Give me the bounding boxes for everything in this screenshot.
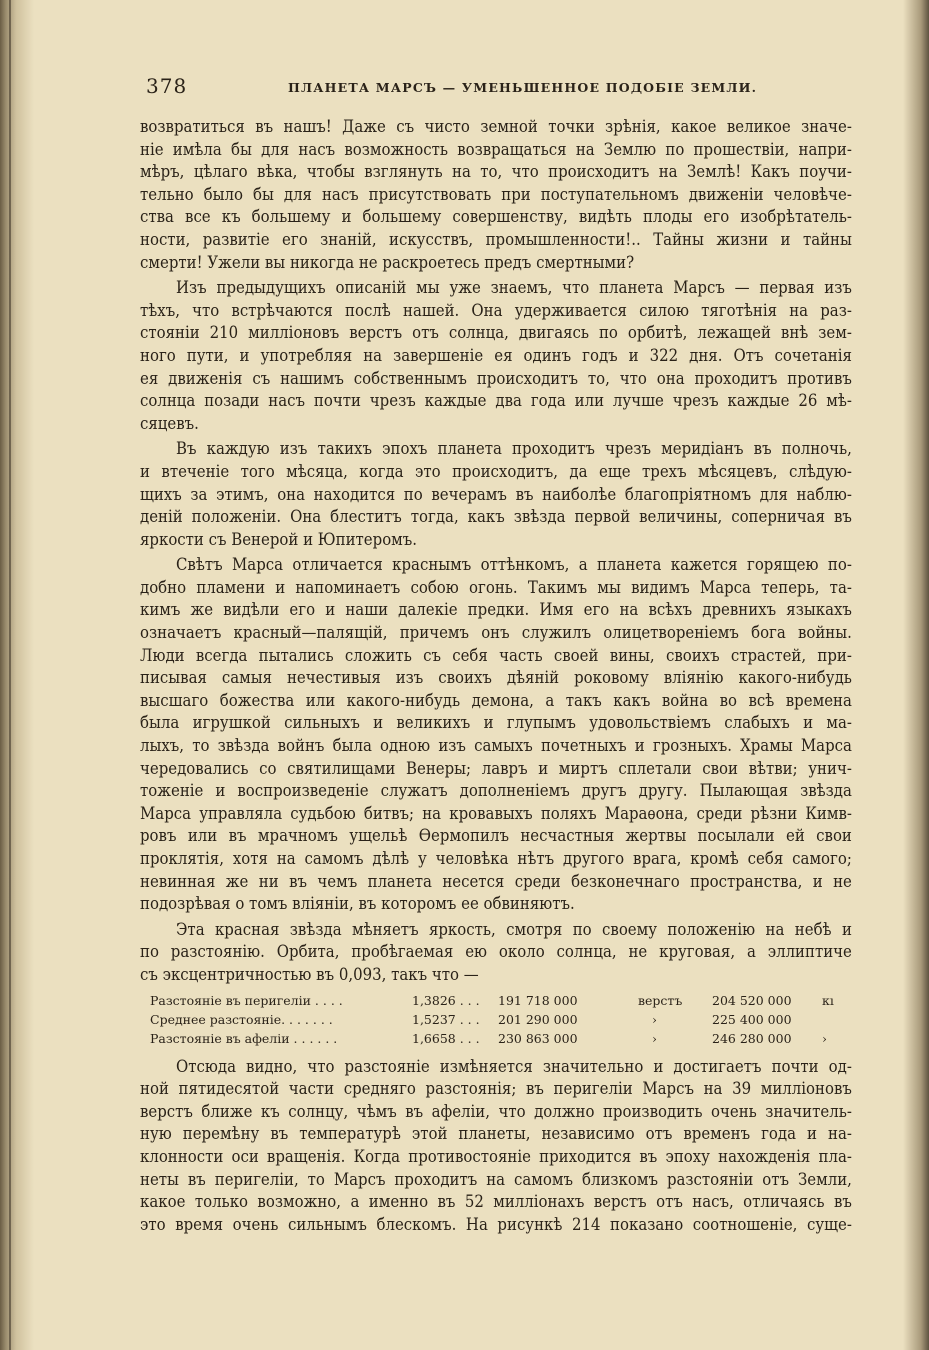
table-row xyxy=(150,1029,850,1048)
text-line: невинная же ни въ чемъ планета несется среди безконечнаго пространства, и не xyxy=(140,871,852,891)
row-tail: › xyxy=(822,1030,827,1046)
text-line: чередовались со святилищами Венеры; лавръ и миртъ сплетали свои вѣтви; унич- xyxy=(140,758,852,778)
paragraph-2 xyxy=(140,277,852,435)
page-number: 378 xyxy=(146,74,188,98)
text-line: по разстоянію. Орбита, пробѣгаемая ею около солнца, не круговая, а эллиптиче xyxy=(140,942,852,962)
row-label: Среднее разстояніе. . . . . . . xyxy=(150,1011,333,1027)
row-unit: › xyxy=(652,1030,657,1046)
text-line: кимъ же видѣли его и наши далекіе предки. Имя его на всѣхъ древнихъ языкахъ xyxy=(140,600,852,620)
text-line: тѣхъ, что встрѣчаются послѣ нашей. Она удерживается силою тяготѣнія на раз- xyxy=(140,300,852,320)
text-line: мѣръ, цѣлаго вѣка, чтобы взглянуть на то, что происходитъ на Землѣ! Какъ поучи- xyxy=(140,162,852,182)
paragraph-3 xyxy=(140,438,852,551)
text-line: верстъ ближе къ солнцу, чѣмъ въ афеліи, что должно производить очень значитель- xyxy=(140,1101,852,1121)
scan-edge-right xyxy=(903,0,929,1350)
text-line: солнца позади насъ почти чрезъ каждые два года или лучше чрезъ каждые 26 мѣ- xyxy=(140,391,852,411)
text-line: тельно было бы для насъ присутствовать при поступательномъ движеніи человѣче- xyxy=(140,184,852,204)
row-value-2: 225 400 000 xyxy=(712,1011,792,1027)
text-line: ную перемѣну въ температурѣ этой планеты, независимо отъ временъ года и на- xyxy=(140,1124,852,1144)
text-line: ности, развитіе его знаній, искусствъ, промышленности!.. Тайны жизни и тайны xyxy=(140,229,852,249)
page-header xyxy=(140,70,852,104)
book-page xyxy=(140,70,852,1236)
row-tail xyxy=(822,1010,842,1029)
text-line: ного пути, и употребляя на завершеніе ея одинъ годъ и 322 дня. Отъ сочетанія xyxy=(140,345,852,365)
text-line: это время очень сильнымъ блескомъ. На рисункѣ 214 показано соотношеніе, суще- xyxy=(140,1214,852,1234)
table-row xyxy=(150,991,850,1010)
text-line: подозрѣвая о томъ вліяніи, въ которомъ ее обвиняютъ. xyxy=(140,894,575,914)
text-line: возвратиться въ нашъ! Даже съ чисто земной точки зрѣнія, какое великое значе- xyxy=(140,117,852,136)
text-line: смерти! Ужели вы никогда не раскроетесь предъ смертными? xyxy=(140,252,635,272)
row-value: 201 290 000 xyxy=(498,1011,578,1027)
text-line: означаетъ красный—палящій, причемъ онъ служилъ олицетвореніемъ бога войны. xyxy=(140,623,852,643)
body-text xyxy=(140,116,852,987)
row-ratio: 1,5237 . . . xyxy=(412,1011,480,1027)
text-line: Въ каждую изъ такихъ эпохъ планета проходитъ чрезъ меридіанъ въ полночь, xyxy=(176,439,852,459)
text-line: Отсюда видно, что разстояніе измѣняется значительно и достигаетъ почти од- xyxy=(176,1056,852,1076)
row-ratio: 1,6658 . . . xyxy=(412,1030,480,1046)
text-line: ніе имѣла бы для насъ возможность возвращаться на Землю по прошествіи, напри- xyxy=(140,139,852,159)
row-value-2: 204 520 000 xyxy=(712,992,792,1008)
text-line: Изъ предыдущихъ описаній мы уже знаемъ, что планета Марсъ — первая изъ xyxy=(176,278,852,298)
paragraph-6 xyxy=(140,1056,852,1237)
text-line: деній положеніи. Она блеститъ тогда, какъ звѣзда первой величины, соперничая въ xyxy=(140,507,852,527)
text-line: стояніи 210 милліоновъ верстъ отъ солнца, двигаясь по орбитѣ, лежащей внѣ зем- xyxy=(140,323,852,343)
text-line: яркости съ Венерой и Юпитеромъ. xyxy=(140,529,418,549)
text-line: ровъ или въ мрачномъ ущельѣ Ѳермопилъ несчастныя жертвы посылали ей свои xyxy=(140,826,852,846)
text-line: и втеченіе того мѣсяца, когда это происходитъ, да еще трехъ мѣсяцевъ, слѣдую- xyxy=(140,461,852,481)
text-line: тоженіе и воспроизведеніе служатъ дополненіемъ другъ другу. Пылающая звѣзда xyxy=(140,781,852,801)
distance-table xyxy=(150,991,850,1048)
text-line: Свѣтъ Марса отличается краснымъ оттѣнкомъ, а планета кажется горящею по- xyxy=(176,555,852,575)
text-line: какое только возможно, а именно въ 52 милліонахъ верстъ отъ насъ, отличаясь въ xyxy=(140,1192,852,1212)
text-line: Марса управляла судьбою битвъ; на кровавыхъ поляхъ Мараѳона, среди рѣзни Кимв- xyxy=(140,803,852,823)
text-line: высшаго божества или какого-нибудь демона, а такъ какъ война во всѣ времена xyxy=(140,690,852,710)
text-line: добно пламени и напоминаетъ собою огонь. Такимъ мы видимъ Марса теперь, та- xyxy=(140,577,852,597)
text-line: щихъ за этимъ, она находится по вечерамъ въ наиболѣе благопріятномъ для наблю- xyxy=(140,484,852,504)
table-row xyxy=(150,1010,850,1029)
text-line: проклятія, хотя на самомъ дѣлѣ у человѣка нѣтъ другого врага, кромѣ себя самого; xyxy=(140,849,852,868)
text-line: сяцевъ. xyxy=(140,413,199,433)
text-line: Люди всегда пытались сложить съ себя часть своей вины, своихъ страстей, при- xyxy=(140,645,852,665)
row-value: 230 863 000 xyxy=(498,1030,578,1046)
running-title: ПЛАНЕТА МАРСЪ — УМЕНЬШЕННОЕ ПОДОБІЕ ЗЕМЛИ. xyxy=(288,80,758,95)
paragraph-1 xyxy=(140,116,852,274)
closing-text xyxy=(140,1056,852,1237)
row-ratio: 1,3826 . . . xyxy=(412,992,480,1008)
row-value: 191 718 000 xyxy=(498,992,578,1008)
text-line: съ эксцентричностью въ 0,093, такъ что — xyxy=(140,964,479,984)
row-value-2: 246 280 000 xyxy=(712,1030,792,1046)
row-unit: верстъ xyxy=(638,992,683,1008)
text-line: лыхъ, то звѣзда войнъ была одною изъ самыхъ почетныхъ и грозныхъ. Храмы Марса xyxy=(140,736,852,756)
row-tail: кı xyxy=(822,992,834,1008)
paragraph-4 xyxy=(140,554,852,916)
text-line: ства все къ большему и большему совершенству, видѣть плоды его изобрѣтатель- xyxy=(140,207,852,227)
scan-binding-line xyxy=(9,0,11,1350)
row-label: Разстояніе въ перигеліи . . . . xyxy=(150,992,343,1008)
text-line: Эта красная звѣзда мѣняетъ яркость, смотря по своему положенію на небѣ и xyxy=(176,919,852,939)
scan-edge-left xyxy=(0,0,34,1350)
text-line: неты въ перигеліи, то Марсъ проходитъ на самомъ близкомъ разстояніи отъ Земли, xyxy=(140,1169,852,1189)
text-line: ной пятидесятой части средняго разстоянія; въ перигеліи Марсъ на 39 милліоновъ xyxy=(140,1079,852,1099)
text-line: ея движенія съ нашимъ собственнымъ происходитъ то, что она проходитъ противъ xyxy=(140,368,852,388)
row-label: Разстояніе въ афеліи . . . . . . xyxy=(150,1030,338,1046)
row-unit: › xyxy=(652,1011,657,1027)
text-line: была игрушкой сильныхъ и великихъ и глупымъ удовольствіемъ слабыхъ и ма- xyxy=(140,713,852,733)
text-line: писывая самыя нечестивыя изъ своихъ дѣяній роковому вліянію какого-нибудь xyxy=(140,668,852,688)
paragraph-5 xyxy=(140,919,852,987)
text-line: клонности оси вращенія. Когда противостояніе приходится въ эпоху нахожденія пла- xyxy=(140,1146,852,1166)
